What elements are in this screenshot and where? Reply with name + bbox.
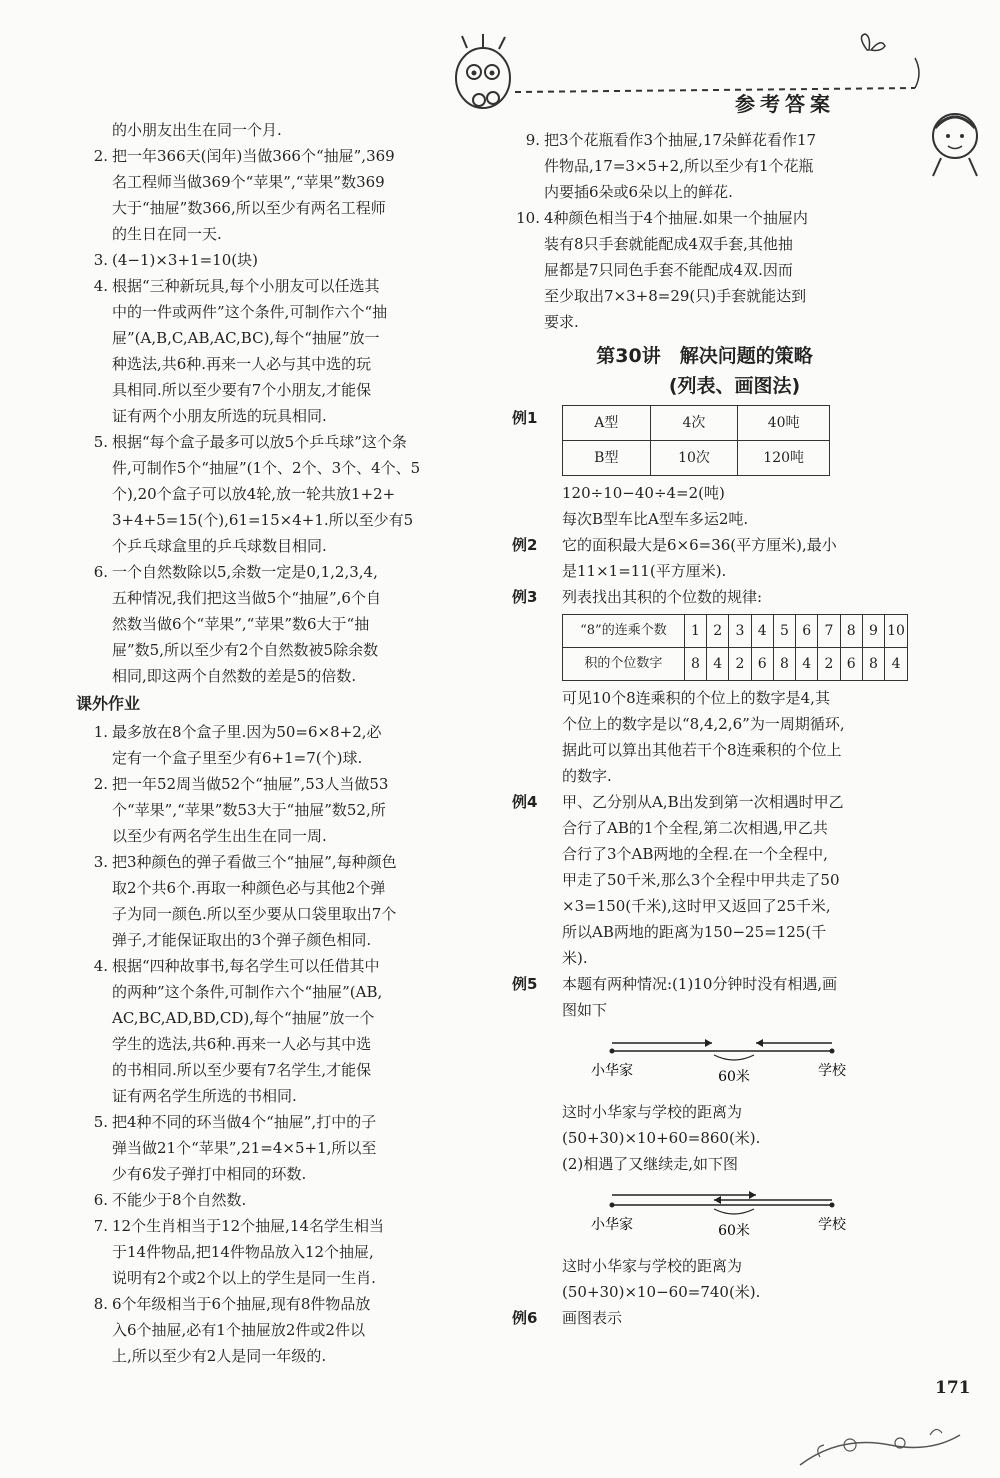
item-line: 屉都是7只同色手套不能配成4双.因而 [544, 261, 793, 279]
item-line: 件,可制作5个“抽屉”(1个、2个、3个、4个、5 [112, 459, 421, 477]
table-cell: A型 [563, 406, 651, 441]
table-cell: 6 [796, 615, 818, 648]
item-line: 少有6发子弹打中相同的环数. [112, 1165, 307, 1183]
item-line: 子为同一颜色.所以至少要从口袋里取出7个 [112, 905, 397, 923]
list-item [512, 205, 917, 335]
item-line: 屉”(A,B,C,AB,AC,BC),每个“抽屉”放一 [112, 329, 380, 347]
table-row [563, 406, 830, 441]
home-point [610, 1203, 615, 1208]
item-line: 说明有2个或2个以上的学生是同一生肖. [112, 1269, 376, 1287]
item-line: 要求. [544, 313, 579, 331]
ex3-intro: 列表找出其积的个位数的规律: [562, 588, 763, 606]
school-point [830, 1203, 835, 1208]
header-dashed-line [515, 88, 915, 92]
table-cell: 10 [885, 615, 908, 648]
item-line: 取2个共6个.再取一种颜色必与其他2个弹 [112, 879, 386, 897]
item-line: 不能少于8个自然数. [112, 1191, 247, 1209]
item-line: 件物品,17=3×5+2,所以至少有1个花瓶 [544, 157, 814, 175]
item-line: (4−1)×3+1=10(块) [112, 251, 258, 269]
ex3-line: 的数字. [562, 767, 612, 785]
list-item [80, 273, 485, 429]
gap-label: 60米 [718, 1069, 750, 1085]
table-cell: 8 [684, 648, 706, 681]
item-line: 五种情况,我们把这当做5个“抽屉”,6个自 [112, 589, 381, 607]
page-number: 171 [935, 1378, 971, 1398]
item-line: 根据“每个盒子最多可以放5个乒乓球”这个条 [112, 433, 407, 451]
ex5-line: 本题有两种情况:(1)10分钟时没有相遇,画 [562, 975, 838, 993]
item-line: 然数当做6个“苹果”,“苹果”数6大于“抽 [112, 615, 370, 633]
item-number: 5. [93, 1113, 108, 1131]
item-number: 3. [93, 853, 108, 871]
table-cell: 8 [840, 615, 862, 648]
table-cell: 4 [885, 648, 908, 681]
item-line: 屉”数5,所以至少有2个自然数被5除余数 [112, 641, 379, 659]
intro-continuation: 的小朋友出生在同一个月. [112, 121, 282, 139]
homework-list [80, 719, 485, 1369]
gap-label: 60米 [718, 1223, 750, 1239]
item-number: 3. [93, 251, 108, 269]
table-cell: 5 [773, 615, 795, 648]
home-label: 小华家 [591, 1217, 633, 1233]
school-point [830, 1049, 835, 1054]
list-item [80, 143, 485, 247]
ex4-line: 甲、乙分别从A,B出发到第一次相遇时甲乙 [562, 793, 844, 811]
list-item [80, 1109, 485, 1187]
item-line: 的书相同.所以至少要有7名学生,才能保 [112, 1061, 372, 1079]
example-5 [512, 971, 917, 1305]
example-4 [512, 789, 917, 971]
table-cell: 4 [796, 648, 818, 681]
flower-vine-icon [800, 1429, 960, 1465]
table-cell: 6 [840, 648, 862, 681]
item-line: 把一年366天(闰年)当做366个“抽屉”,369 [112, 147, 395, 165]
item-line: 3+4+5=15(个),61=15×4+1.所以至少有5 [112, 511, 414, 529]
table-head-cell: “8”的连乘个数 [563, 615, 685, 648]
item-line: 个),20个盒子可以放4轮,放一轮共放1+2+ [112, 485, 396, 503]
ex6-text: 画图表示 [562, 1309, 623, 1327]
item-line: 6个年级相当于6个抽屉,现有8件物品放 [112, 1295, 371, 1313]
section-title: 课外作业 [76, 694, 141, 713]
example-label: 例1 [512, 409, 538, 427]
list-item [80, 1187, 485, 1213]
item-line: 相同,即这两个自然数的差是5的倍数. [112, 667, 357, 685]
table-cell: 1 [684, 615, 706, 648]
item-number: 5. [93, 433, 108, 451]
item-number: 8. [93, 1295, 108, 1313]
item-line: 把一年52周当做52个“抽屉”,53人当做53 [112, 775, 389, 793]
home-point [610, 1049, 615, 1054]
item-line: 具相同.所以至少要有7个小朋友,才能保 [112, 381, 372, 399]
list-item [80, 849, 485, 953]
table-cell: 10次 [650, 441, 738, 476]
ex2-line: 是11×1=11(平方厘米). [562, 562, 727, 580]
item-line: 把3种颜色的弹子看做三个“抽屉”,每种颜色 [112, 853, 397, 871]
table-cell: 6 [751, 648, 773, 681]
ex3-line: 据此可以算出其他若干个8连乘积的个位上 [562, 741, 842, 759]
ex5-after-line: (50+30)×10+60=860(米). [562, 1129, 761, 1147]
school-label: 学校 [818, 1217, 846, 1233]
ex4-line: 米). [562, 949, 588, 967]
item-line: 把3个花瓶看作3个抽屉,17朵鲜花看作17 [544, 131, 817, 149]
left-answer-list [80, 143, 485, 689]
corner-decoration [790, 1395, 995, 1475]
left-column [76, 117, 485, 1369]
table-cell: 2 [707, 615, 729, 648]
table-cell: 4次 [650, 406, 738, 441]
list-item [80, 247, 485, 273]
item-line: 根据“三种新玩具,每个小朋友可以任选其 [112, 277, 380, 295]
item-line: 个“苹果”,“苹果”数53大于“抽屉”数52,所 [112, 801, 386, 819]
right-answer-list [512, 127, 917, 335]
item-line: 内要插6朵或6朵以上的鲜花. [544, 183, 733, 201]
item-line: 4种颜色相当于4个抽屉.如果一个抽屉内 [544, 209, 808, 227]
table-cell: 2 [818, 648, 840, 681]
example-6 [512, 1305, 917, 1331]
list-item [512, 127, 917, 205]
table-cell: 9 [862, 615, 884, 648]
ex4-line: 合行了AB的1个全程,第二次相遇,甲乙共 [562, 819, 828, 837]
ex4-line: 所以AB两地的距离为150−25=125(千 [562, 923, 827, 941]
right-column [512, 127, 917, 1331]
gap-brace [714, 1055, 754, 1060]
table-row [563, 615, 908, 648]
list-item [80, 719, 485, 771]
item-number: 9. [525, 131, 540, 149]
list-item [80, 1291, 485, 1369]
table-cell: 2 [729, 648, 751, 681]
lecture-title-line1: 第30讲 解决问题的策略 [596, 345, 813, 367]
ex5-after-line: (2)相遇了又继续走,如下图 [562, 1155, 739, 1173]
table-cell: 8 [862, 648, 884, 681]
ex2-line: 它的面积最大是6×6=36(平方厘米),最小 [562, 536, 837, 554]
example-label: 例3 [512, 588, 538, 606]
example-3 [512, 584, 917, 789]
ex4-line: 合行了3个AB两地的全程.在一个全程中, [562, 845, 828, 863]
item-line: 名工程师当做369个“苹果”,“苹果”数369 [112, 173, 385, 191]
ex3-line: 可见10个8连乘积的个位上的数字是4,其 [562, 689, 830, 707]
item-line: 于14件物品,把14件物品放入12个抽屉, [112, 1243, 374, 1261]
item-number: 6. [93, 563, 108, 581]
item-line: 根据“四种故事书,每名学生可以任借其中 [112, 957, 380, 975]
item-line: 的生日在同一天. [112, 225, 222, 243]
table-row [563, 441, 830, 476]
table-cell: 4 [751, 615, 773, 648]
list-item [80, 953, 485, 1109]
example-label: 例4 [512, 793, 538, 811]
truck-table [562, 405, 830, 476]
list-item [80, 429, 485, 559]
ex1-line: 120÷10−40÷4=2(吨) [562, 484, 725, 502]
ex5-line: 图如下 [562, 1001, 608, 1019]
distance-diagram-2 [562, 1183, 862, 1247]
table-row [563, 648, 908, 681]
school-label: 学校 [818, 1063, 846, 1079]
item-number: 4. [93, 277, 108, 295]
table-head-cell: 积的个位数字 [563, 648, 685, 681]
item-line: 至少取出7×3+8=29(只)手套就能达到 [544, 287, 807, 305]
item-number: 2. [93, 775, 108, 793]
digit-table [562, 614, 908, 681]
item-line: 弹当做21个“苹果”,21=4×5+1,所以至 [112, 1139, 377, 1157]
item-line: AC,BC,AD,BD,CD),每个“抽屉”放一个 [112, 1009, 375, 1027]
item-line: 弹子,才能保证取出的3个弹子颜色相同. [112, 931, 372, 949]
item-number: 7. [93, 1217, 108, 1235]
table-cell: 120吨 [738, 441, 830, 476]
distance-diagram-1 [562, 1029, 862, 1093]
item-line: 大于“抽屉”数366,所以至少有两名工程师 [112, 199, 386, 217]
ex4-line: 甲走了50千米,那么3个全程中甲共走了50 [562, 871, 840, 889]
list-item [80, 559, 485, 689]
item-line: 的两种”这个条件,可制作六个“抽屉”(AB, [112, 983, 383, 1001]
header-title: 参考答案 [735, 92, 835, 116]
home-label: 小华家 [591, 1063, 633, 1079]
gap-brace [714, 1209, 754, 1214]
example-1 [512, 405, 917, 532]
example-label: 例2 [512, 536, 538, 554]
item-line: 上,所以至少有2人是同一年级的. [112, 1347, 327, 1365]
table-cell: 4 [707, 648, 729, 681]
lecture-title-line2: (列表、画图法) [668, 375, 801, 397]
table-cell: 40吨 [738, 406, 830, 441]
item-line: 证有两名学生所选的书相同. [112, 1087, 297, 1105]
item-line: 以至少有两名学生出生在同一周. [112, 827, 327, 845]
item-line: 中的一件或两件”这个条件,可制作六个“抽 [112, 303, 388, 321]
table-cell: 3 [729, 615, 751, 648]
example-2 [512, 532, 917, 584]
item-line: 学生的选法,共6种.再来一人必与其中选 [112, 1035, 372, 1053]
list-item [80, 1213, 485, 1291]
ex5-after-line: 这时小华家与学校的距离为 [562, 1257, 743, 1275]
item-number: 4. [93, 957, 108, 975]
item-line: 装有8只手套就能配成4双手套,其他抽 [544, 235, 793, 253]
item-line: 定有一个盒子里至少有6+1=7(个)球. [112, 749, 363, 767]
item-line: 入6个抽屉,必有1个抽屉放2件或2件以 [112, 1321, 365, 1339]
ex3-line: 个位上的数字是以“8,4,2,6”为一周期循环, [562, 715, 845, 733]
table-cell: B型 [563, 441, 651, 476]
table-cell: 7 [818, 615, 840, 648]
item-number: 1. [93, 723, 108, 741]
item-number: 6. [93, 1191, 108, 1209]
example-label: 例6 [512, 1309, 538, 1327]
item-line: 最多放在8个盒子里.因为50=6×8+2,必 [112, 723, 382, 741]
ex5-after-line: 这时小华家与学校的距离为 [562, 1103, 743, 1121]
item-line: 种选法,共6种.再来一人必与其中选的玩 [112, 355, 372, 373]
item-line: 证有两个小朋友所选的玩具相同. [112, 407, 327, 425]
list-item [80, 771, 485, 849]
item-line: 把4种不同的环当做4个“抽屉”,打中的子 [112, 1113, 377, 1131]
ex5-after-line: (50+30)×10−60=740(米). [562, 1283, 761, 1301]
example-label: 例5 [512, 975, 538, 993]
ex1-line: 每次B型车比A型车多运2吨. [562, 510, 749, 528]
item-line: 一个自然数除以5,余数一定是0,1,2,3,4, [112, 563, 378, 581]
girl-figure-icon [933, 114, 977, 176]
item-number: 10. [516, 209, 540, 227]
lecture-title [512, 341, 917, 401]
item-number: 2. [93, 147, 108, 165]
table-cell: 8 [773, 648, 795, 681]
item-line: 12个生肖相当于12个抽屉,14名学生相当 [112, 1217, 385, 1235]
cartoon-face-icon [456, 34, 510, 108]
item-line: 个乒乓球盒里的乒乓球数目相同. [112, 537, 327, 555]
butterfly-icon [861, 34, 885, 51]
ex4-line: ×3=150(千米),这时甲又返回了25千米, [562, 897, 831, 915]
